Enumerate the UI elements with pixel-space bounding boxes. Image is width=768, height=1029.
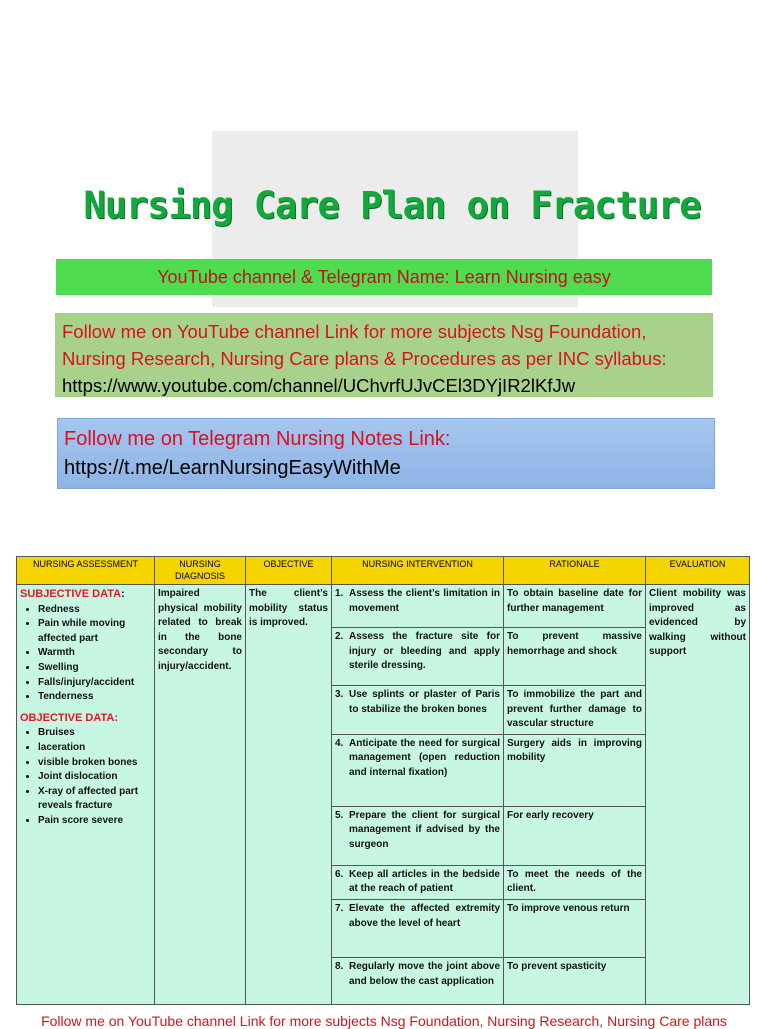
intervention-number: 3. <box>335 689 344 700</box>
subjective-list <box>20 603 151 705</box>
table-header-row <box>17 557 750 585</box>
header-objective: OBJECTIVE <box>246 557 332 585</box>
intervention-number: 5. <box>335 809 344 821</box>
objective-list <box>20 726 151 828</box>
intervention-number: 2. <box>335 631 344 642</box>
intervention-cell <box>332 734 504 806</box>
rationale-cell <box>504 686 646 735</box>
telegram-link[interactable]: https://t.me/LearnNursingEasyWithMe <box>64 457 401 479</box>
diagnosis-cell <box>155 585 246 1005</box>
intervention-text: Use splints or plaster of Paris to stabilize the broken bones <box>349 689 500 715</box>
intervention-cell <box>332 628 504 686</box>
youtube-text: Follow me on YouTube channel Link for more subjects Nsg Foundation, Nursing Research, Nursing Care plans & Procedures as per INC syllabus: <box>62 321 667 369</box>
intervention-text: Regularly move the joint above and below the cast application <box>349 960 500 987</box>
rationale-cell <box>504 865 646 899</box>
intervention-cell <box>332 957 504 1004</box>
intervention-text: Assess the fracture site for injury or bleeding and apply sterile dressing. <box>349 631 500 672</box>
subjective-title: SUBJECTIVE DATA <box>20 588 122 600</box>
assessment-cell: SUBJECTIVE DATA: • Redness • Pain while moving affected part • Warmth • Swelling • Falls/injury/accident • Tenderness OBJECTIVE DATA: • Bruises • laceration • visible broken bones • Joint dislocation • X-ray of affected part reveals fracture • Pain score severe <box>17 585 155 1005</box>
intervention-cell <box>332 585 504 628</box>
rationale-text: To improve venous return <box>507 902 630 914</box>
intervention-number: 8. <box>335 960 344 972</box>
list-item: • Redness <box>38 603 151 618</box>
evaluation-text: Client mobility was improved as evidenced by walking without support <box>649 588 746 658</box>
diagnosis-text: Impaired physical mobility related to break in the bone secondary to injury/accident. <box>158 588 242 672</box>
rationale-text: To immobilize the part and prevent further damage to vascular structure <box>507 689 642 730</box>
list-item: • Pain score severe <box>38 814 151 829</box>
telegram-text: Follow me on Telegram Nursing Notes Link: <box>64 428 451 450</box>
rationale-text: For early recovery <box>507 809 594 821</box>
objective-cell <box>246 585 332 1005</box>
rationale-cell <box>504 957 646 1004</box>
list-item: • Pain while moving affected part <box>38 617 151 646</box>
rationale-text: To meet the needs of the client. <box>507 868 642 895</box>
intervention-cell <box>332 899 504 957</box>
header-evaluation: EVALUATION <box>646 557 750 585</box>
list-item: • Joint dislocation <box>38 770 151 785</box>
intervention-text: Prepare the client for surgical management if advised by the surgeon <box>349 809 500 850</box>
intervention-number: 6. <box>335 868 344 880</box>
youtube-info-box <box>55 313 713 397</box>
rationale-cell <box>504 734 646 806</box>
list-item: • Swelling <box>38 661 151 676</box>
channel-banner: YouTube channel & Telegram Name: Learn Nursing easy <box>56 259 712 295</box>
intervention-cell <box>332 686 504 735</box>
header-assessment: NURSING ASSESSMENT <box>17 557 155 585</box>
rationale-cell <box>504 806 646 865</box>
intervention-text: Elevate the affected extremity above the level of heart <box>349 902 500 929</box>
rationale-cell <box>504 585 646 628</box>
list-item: • Falls/injury/accident <box>38 676 151 691</box>
rationale-cell <box>504 899 646 957</box>
telegram-info-box <box>57 418 715 489</box>
list-item: • Tenderness <box>38 690 151 705</box>
footer-text: Follow me on YouTube channel Link for more subjects Nsg Foundation, Nursing Research, Nursing Care plans <box>41 1013 727 1029</box>
intervention-cell <box>332 806 504 865</box>
objective-text: The client’s mobility status is improved. <box>249 588 328 629</box>
header-rationale: RATIONALE <box>504 557 646 585</box>
header-diagnosis: NURSING DIAGNOSIS <box>155 557 246 585</box>
intervention-text: Assess the client’s limitation in movement <box>349 588 500 614</box>
rationale-text: Surgery aids in improving mobility <box>507 737 642 764</box>
header-intervention: NURSING INTERVENTION <box>332 557 504 585</box>
intervention-text: Anticipate the need for surgical management (open reduction and internal fixation) <box>349 737 500 778</box>
list-item: • visible broken bones <box>38 756 151 771</box>
objective-title: OBJECTIVE DATA: <box>20 711 118 724</box>
rationale-cell <box>504 628 646 686</box>
intervention-cell <box>332 865 504 899</box>
care-plan-table <box>16 556 750 1005</box>
intervention-number: 4. <box>335 737 344 749</box>
list-item: • Warmth <box>38 646 151 661</box>
page-title: Nursing Care Plan on Fracture <box>83 184 701 227</box>
youtube-link[interactable]: https://www.youtube.com/channel/UChvrfUJvCEl3DYjIR2lKfJw <box>62 375 576 396</box>
rationale-text: To obtain baseline date for further management <box>507 588 642 614</box>
intervention-number: 7. <box>335 902 344 914</box>
rationale-text: To prevent massive hemorrhage and shock <box>507 631 642 657</box>
list-item: • laceration <box>38 741 151 756</box>
list-item: • X-ray of affected part reveals fracture <box>38 785 151 814</box>
intervention-number: 1. <box>335 588 344 599</box>
list-item: • Bruises <box>38 726 151 741</box>
rationale-text: To prevent spasticity <box>507 960 607 972</box>
intervention-text: Keep all articles in the bedside at the reach of patient <box>349 868 500 895</box>
evaluation-cell <box>646 585 750 1005</box>
